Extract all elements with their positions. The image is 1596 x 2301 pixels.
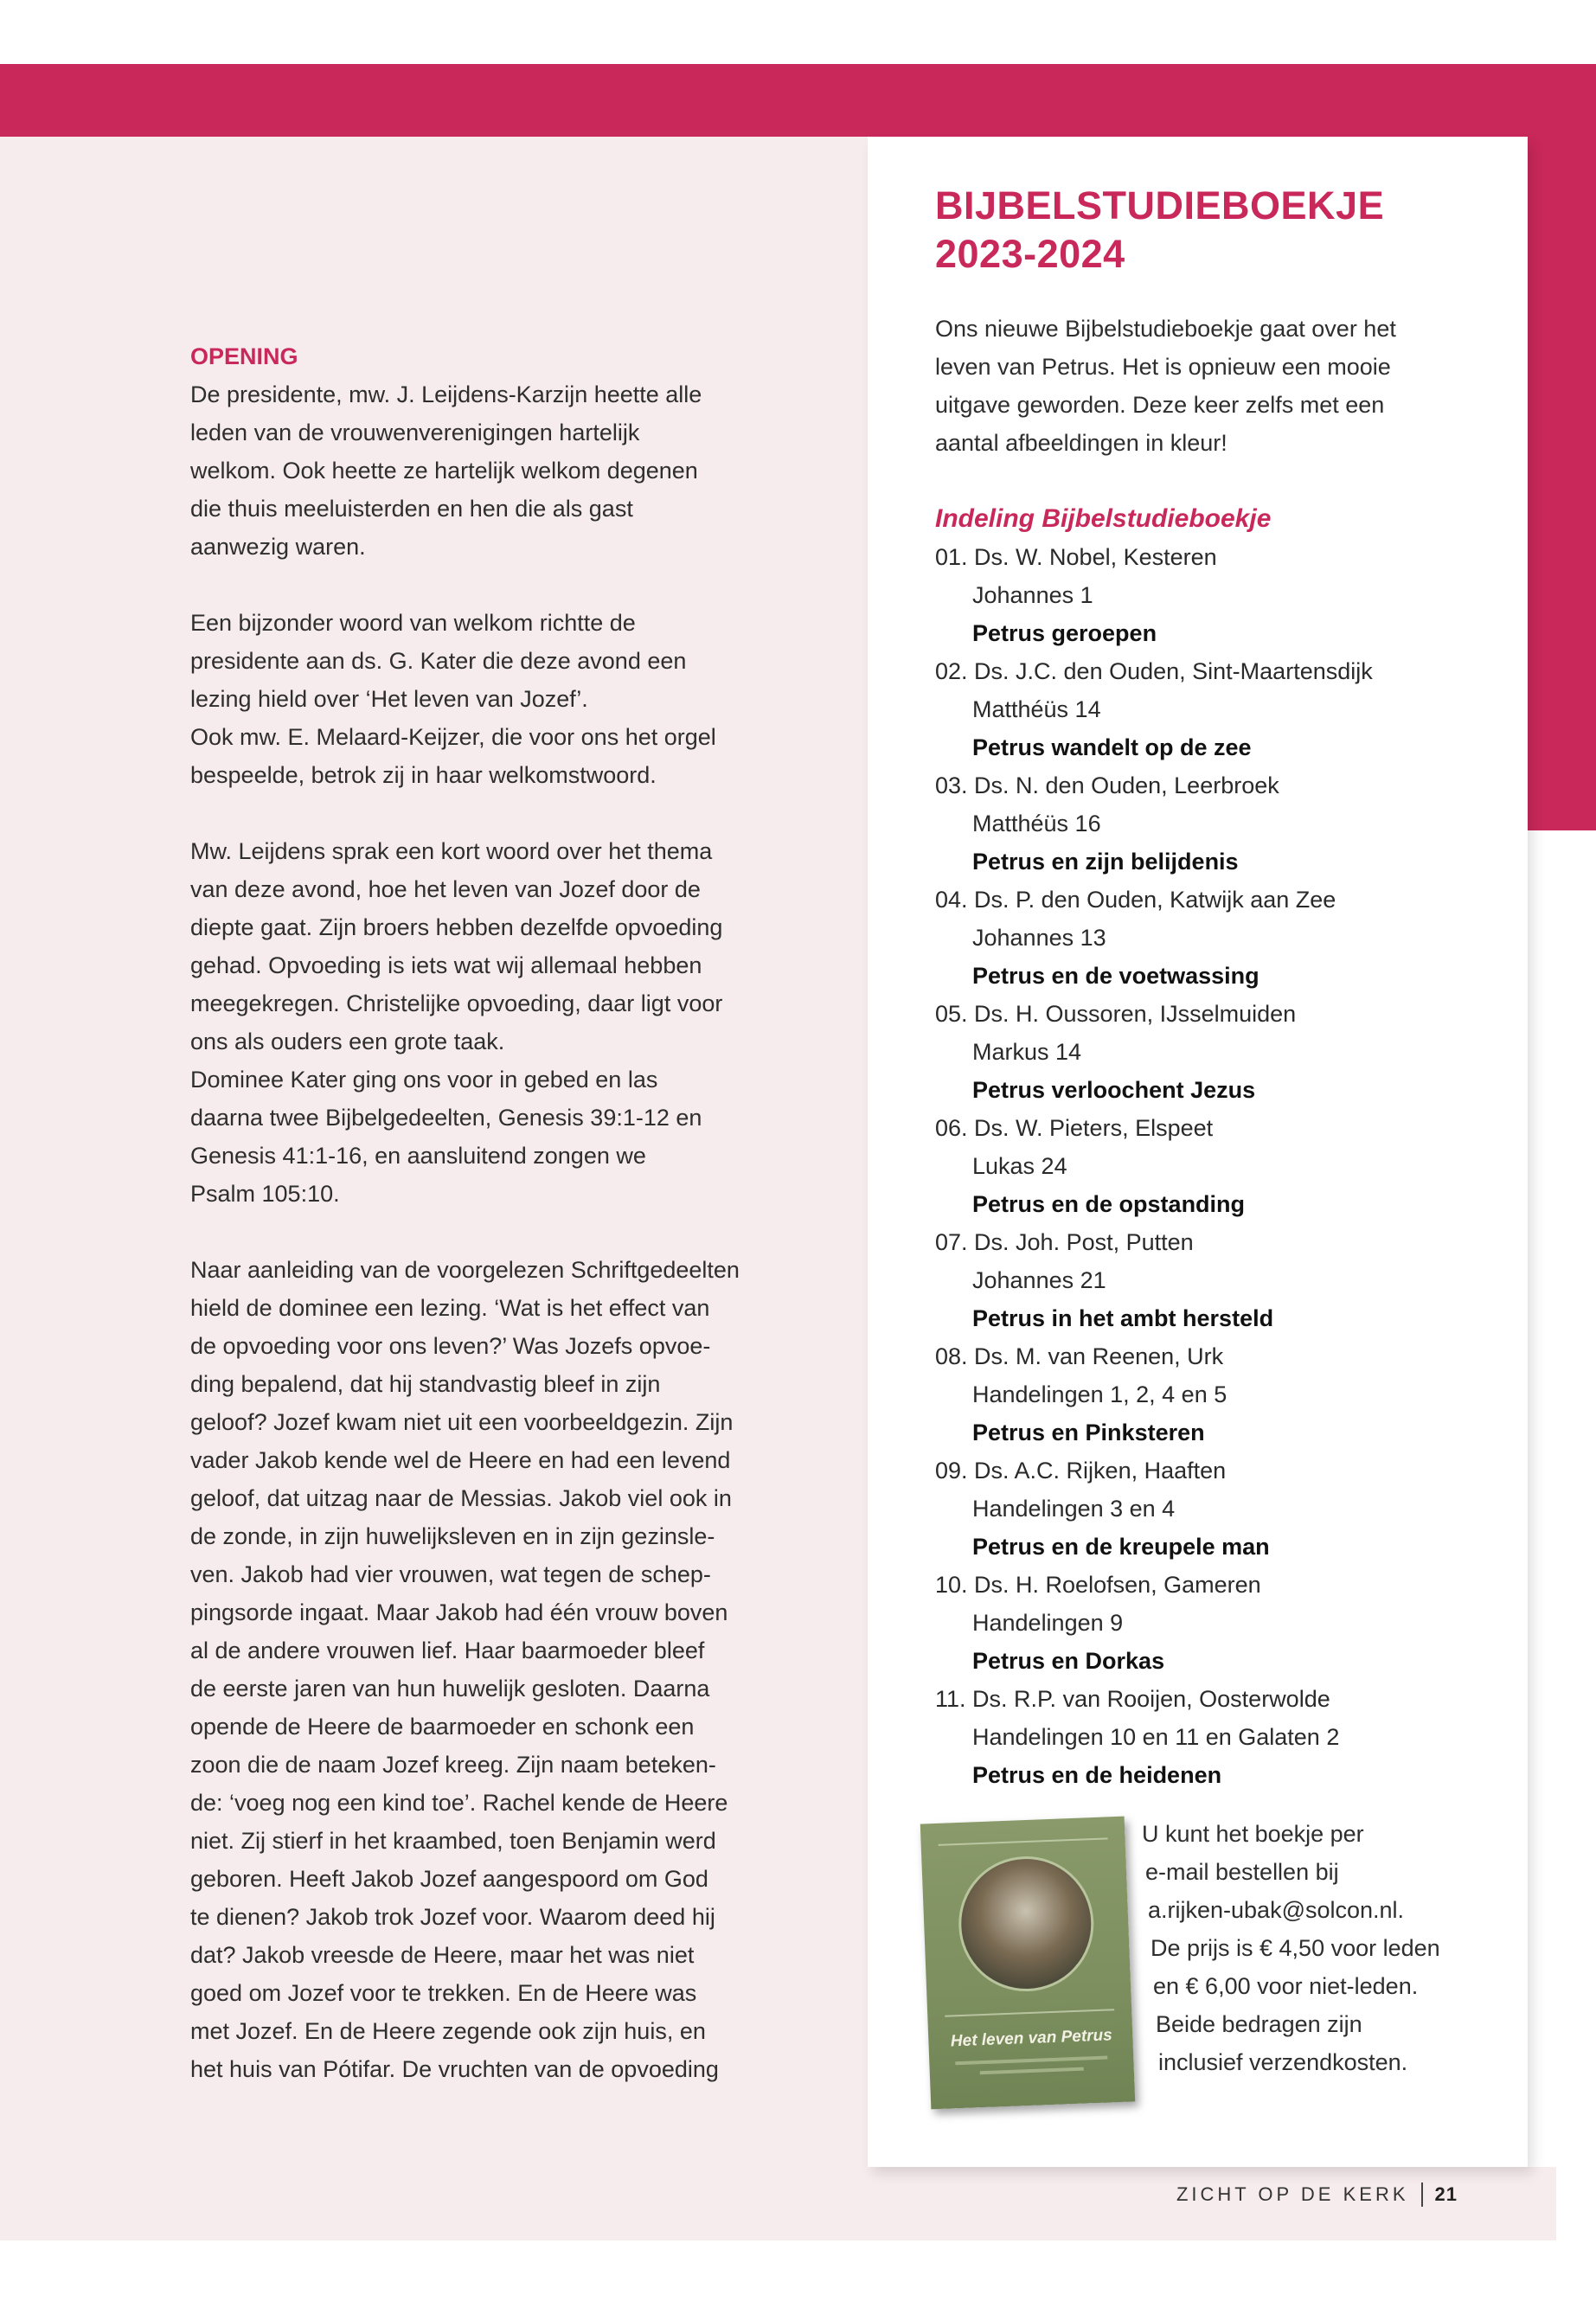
text-line: Beide bedragen zijn bbox=[1156, 2011, 1362, 2037]
text-line: Mw. Leijdens sprak een kort woord over het thema bbox=[190, 838, 713, 864]
entry-speaker: 08. Ds. M. van Reenen, Urk bbox=[935, 1343, 1224, 1369]
text-line: het huis van Pótifar. De vruchten van de opvoeding bbox=[190, 2056, 719, 2082]
text-line: van deze avond, hoe het leven van Jozef door de bbox=[190, 876, 701, 902]
entry-topic: Petrus en de kreupele man bbox=[972, 1534, 1270, 1560]
entry-speaker: 01. Ds. W. Nobel, Kesteren bbox=[935, 544, 1217, 570]
index-entry bbox=[935, 1566, 1497, 1680]
cover-photo-circle bbox=[956, 1854, 1096, 1994]
text-line: goed om Jozef voor te trekken. En de Heere was bbox=[190, 1980, 697, 2006]
index-entry bbox=[935, 881, 1497, 995]
text-line: inclusief verzendkosten. bbox=[1158, 2049, 1408, 2075]
entry-topic: Petrus verloochent Jezus bbox=[972, 1077, 1256, 1103]
index-entry bbox=[935, 652, 1497, 766]
indeling-subheading: Indeling Bijbelstudieboekje bbox=[935, 504, 1272, 533]
entry-topic: Petrus wandelt op de zee bbox=[972, 734, 1252, 760]
text-line: Naar aanleiding van de voorgelezen Schriftgedeelten bbox=[190, 1257, 740, 1283]
text-line: de zonde, in zijn huwelijksleven en in zijn gezinsle- bbox=[190, 1523, 715, 1549]
text-line: e-mail bestellen bij bbox=[1145, 1859, 1339, 1885]
booklet-cover-image bbox=[920, 1817, 1135, 2110]
text-line: zoon die de naam Jozef kreeg. Zijn naam beteken- bbox=[190, 1752, 716, 1778]
footer-divider bbox=[1421, 2182, 1423, 2207]
text-line: Dominee Kater ging ons voor in gebed en las bbox=[190, 1067, 658, 1093]
text-line: gehad. Opvoeding is iets wat wij allemaal hebben bbox=[190, 952, 702, 978]
text-line: ding bepalend, dat hij standvastig bleef in zijn bbox=[190, 1371, 661, 1397]
opening-heading: OPENING bbox=[190, 343, 298, 369]
text-line: bespeelde, betrok zij in haar welkomstwoord. bbox=[190, 762, 657, 788]
entry-topic: Petrus en de heidenen bbox=[972, 1762, 1222, 1788]
text-line: die thuis meeluisterden en hen die als gast bbox=[190, 496, 633, 522]
left-article-column bbox=[190, 337, 787, 2088]
cover-title: Het leven van Petrus bbox=[950, 2026, 1113, 2051]
text-line: ons als ouders een grote taak. bbox=[190, 1029, 505, 1054]
text-line: geloof? Jozef kwam niet uit een voorbeeldgezin. Zijn bbox=[190, 1409, 734, 1435]
index-entry bbox=[935, 538, 1497, 652]
index-entry bbox=[935, 1223, 1497, 1337]
text-line: te dienen? Jakob trok Jozef voor. Waarom deed hij bbox=[190, 1904, 715, 1930]
text-line: Ook mw. E. Melaard-Keijzer, die voor ons het orgel bbox=[190, 724, 716, 750]
entry-speaker: 03. Ds. N. den Ouden, Leerbroek bbox=[935, 772, 1279, 798]
entry-topic: Petrus en de opstanding bbox=[972, 1191, 1246, 1217]
page-footer bbox=[1163, 2176, 1458, 2214]
text-line: Genesis 41:1-16, en aansluitend zongen we bbox=[190, 1143, 646, 1169]
page-number: 21 bbox=[1434, 2183, 1458, 2205]
paragraph-4 bbox=[190, 1251, 787, 2088]
index-entry bbox=[935, 1680, 1497, 1794]
text-line: leven van Petrus. Het is opnieuw een mooie bbox=[935, 354, 1391, 380]
text-line: meegekregen. Christelijke opvoeding, daar ligt voor bbox=[190, 990, 723, 1016]
entry-passage: Handelingen 1, 2, 4 en 5 bbox=[972, 1381, 1227, 1407]
text-line: presidente aan ds. G. Kater die deze avond een bbox=[190, 648, 687, 674]
order-text bbox=[1142, 1815, 1522, 2081]
right-accent-band bbox=[1528, 64, 1596, 830]
order-info-block bbox=[926, 1815, 1531, 2109]
entry-passage: Markus 14 bbox=[972, 1039, 1082, 1065]
text-line: de eerste jaren van hun huwelijk gesloten. Daarna bbox=[190, 1676, 710, 1702]
top-accent-band bbox=[0, 64, 1596, 137]
index-entry bbox=[935, 1109, 1497, 1223]
title-line-2: 2023-2024 bbox=[935, 232, 1125, 276]
text-line: vader Jakob kende wel de Heere en had een levend bbox=[190, 1447, 731, 1473]
text-line: Ons nieuwe Bijbelstudieboekje gaat over het bbox=[935, 316, 1396, 342]
booklet-title bbox=[935, 182, 1497, 279]
entry-topic: Petrus en zijn belijdenis bbox=[972, 849, 1239, 875]
text-line: Psalm 105:10. bbox=[190, 1181, 340, 1207]
text-line: welkom. Ook heette ze hartelijk welkom degenen bbox=[190, 458, 698, 484]
text-line: hield de dominee een lezing. ‘Wat is het effect van bbox=[190, 1295, 710, 1321]
booklet-index-list bbox=[935, 538, 1497, 1794]
text-line: ven. Jakob had vier vrouwen, wat tegen de schep- bbox=[190, 1561, 711, 1587]
text-line: niet. Zij stierf in het kraambed, toen Benjamin werd bbox=[190, 1828, 716, 1854]
entry-passage: Johannes 21 bbox=[972, 1267, 1106, 1293]
entry-topic: Petrus en Pinksteren bbox=[972, 1420, 1205, 1445]
entry-passage: Handelingen 9 bbox=[972, 1610, 1124, 1636]
title-line-1: BIJBELSTUDIEBOEKJE bbox=[935, 183, 1385, 228]
email-address: a.rijken-ubak@solcon.nl. bbox=[1148, 1897, 1405, 1923]
entry-passage: Matthéüs 16 bbox=[972, 811, 1101, 836]
publication-name: ZICHT OP DE KERK bbox=[1176, 2183, 1409, 2205]
text-line: met Jozef. En de Heere zegende ook zijn huis, en bbox=[190, 2018, 706, 2044]
entry-passage: Matthéüs 14 bbox=[972, 696, 1101, 722]
text-line: diepte gaat. Zijn broers hebben dezelfde opvoeding bbox=[190, 914, 723, 940]
entry-speaker: 05. Ds. H. Oussoren, IJsselmuiden bbox=[935, 1001, 1297, 1027]
text-line: lezing hield over ‘Het leven van Jozef’. bbox=[190, 686, 588, 712]
index-entry bbox=[935, 1337, 1497, 1452]
entry-passage: Handelingen 10 en 11 en Galaten 2 bbox=[972, 1724, 1340, 1750]
text-line: U kunt het boekje per bbox=[1142, 1821, 1364, 1847]
entry-speaker: 11. Ds. R.P. van Rooijen, Oosterwolde bbox=[935, 1686, 1330, 1712]
entry-passage: Handelingen 3 en 4 bbox=[972, 1496, 1176, 1522]
text-line: aanwezig waren. bbox=[190, 534, 366, 560]
text-line: opende de Heere de baarmoeder en schonk een bbox=[190, 1714, 695, 1740]
text-line: uitgave geworden. Deze keer zelfs met een bbox=[935, 392, 1385, 418]
entry-speaker: 02. Ds. J.C. den Ouden, Sint-Maartensdijk bbox=[935, 658, 1373, 684]
text-line: aantal afbeeldingen in kleur! bbox=[935, 430, 1227, 456]
entry-passage: Johannes 13 bbox=[972, 925, 1106, 951]
text-line: al de andere vrouwen lief. Haar baarmoeder bleef bbox=[190, 1638, 705, 1663]
entry-topic: Petrus en de voetwassing bbox=[972, 963, 1259, 989]
text-line: Een bijzonder woord van welkom richtte de bbox=[190, 610, 636, 636]
index-entry bbox=[935, 766, 1497, 881]
paragraph-3 bbox=[190, 832, 787, 1213]
entry-topic: Petrus en Dorkas bbox=[972, 1648, 1165, 1674]
text-line: leden van de vrouwenverenigingen hartelijk bbox=[190, 420, 640, 445]
right-article-column bbox=[935, 182, 1497, 1794]
entry-speaker: 06. Ds. W. Pieters, Elspeet bbox=[935, 1115, 1214, 1141]
text-line: De prijs is € 4,50 voor leden bbox=[1151, 1935, 1440, 1961]
text-line: pingsorde ingaat. Maar Jakob had één vrouw boven bbox=[190, 1599, 728, 1625]
text-line: geloof, dat uitzag naar de Messias. Jakob viel ook in bbox=[190, 1485, 732, 1511]
entry-speaker: 04. Ds. P. den Ouden, Katwijk aan Zee bbox=[935, 887, 1336, 913]
entry-topic: Petrus in het ambt hersteld bbox=[972, 1305, 1274, 1331]
entry-passage: Johannes 1 bbox=[972, 582, 1093, 608]
index-entry bbox=[935, 995, 1497, 1109]
paragraph-1 bbox=[190, 375, 787, 566]
entry-topic: Petrus geroepen bbox=[972, 620, 1157, 646]
text-line: daarna twee Bijbelgedeelten, Genesis 39:1-12 en bbox=[190, 1105, 702, 1131]
entry-speaker: 09. Ds. A.C. Rijken, Haaften bbox=[935, 1458, 1227, 1484]
text-line: de: ‘voeg nog een kind toe’. Rachel kende de Heere bbox=[190, 1790, 728, 1816]
entry-speaker: 10. Ds. H. Roelofsen, Gameren bbox=[935, 1572, 1261, 1598]
text-line: dat? Jakob vreesde de Heere, maar het was niet bbox=[190, 1942, 695, 1968]
text-line: geboren. Heeft Jakob Jozef aangespoord om God bbox=[190, 1866, 708, 1892]
paragraph-2 bbox=[190, 604, 787, 794]
entry-passage: Lukas 24 bbox=[972, 1153, 1067, 1179]
text-line: de opvoeding voor ons leven?’ Was Jozefs opvoe- bbox=[190, 1333, 711, 1359]
entry-speaker: 07. Ds. Joh. Post, Putten bbox=[935, 1229, 1194, 1255]
intro-paragraph bbox=[935, 310, 1497, 462]
text-line: en € 6,00 voor niet-leden. bbox=[1153, 1973, 1419, 1999]
index-entry bbox=[935, 1452, 1497, 1566]
text-line: De presidente, mw. J. Leijdens-Karzijn heette alle bbox=[190, 381, 702, 407]
